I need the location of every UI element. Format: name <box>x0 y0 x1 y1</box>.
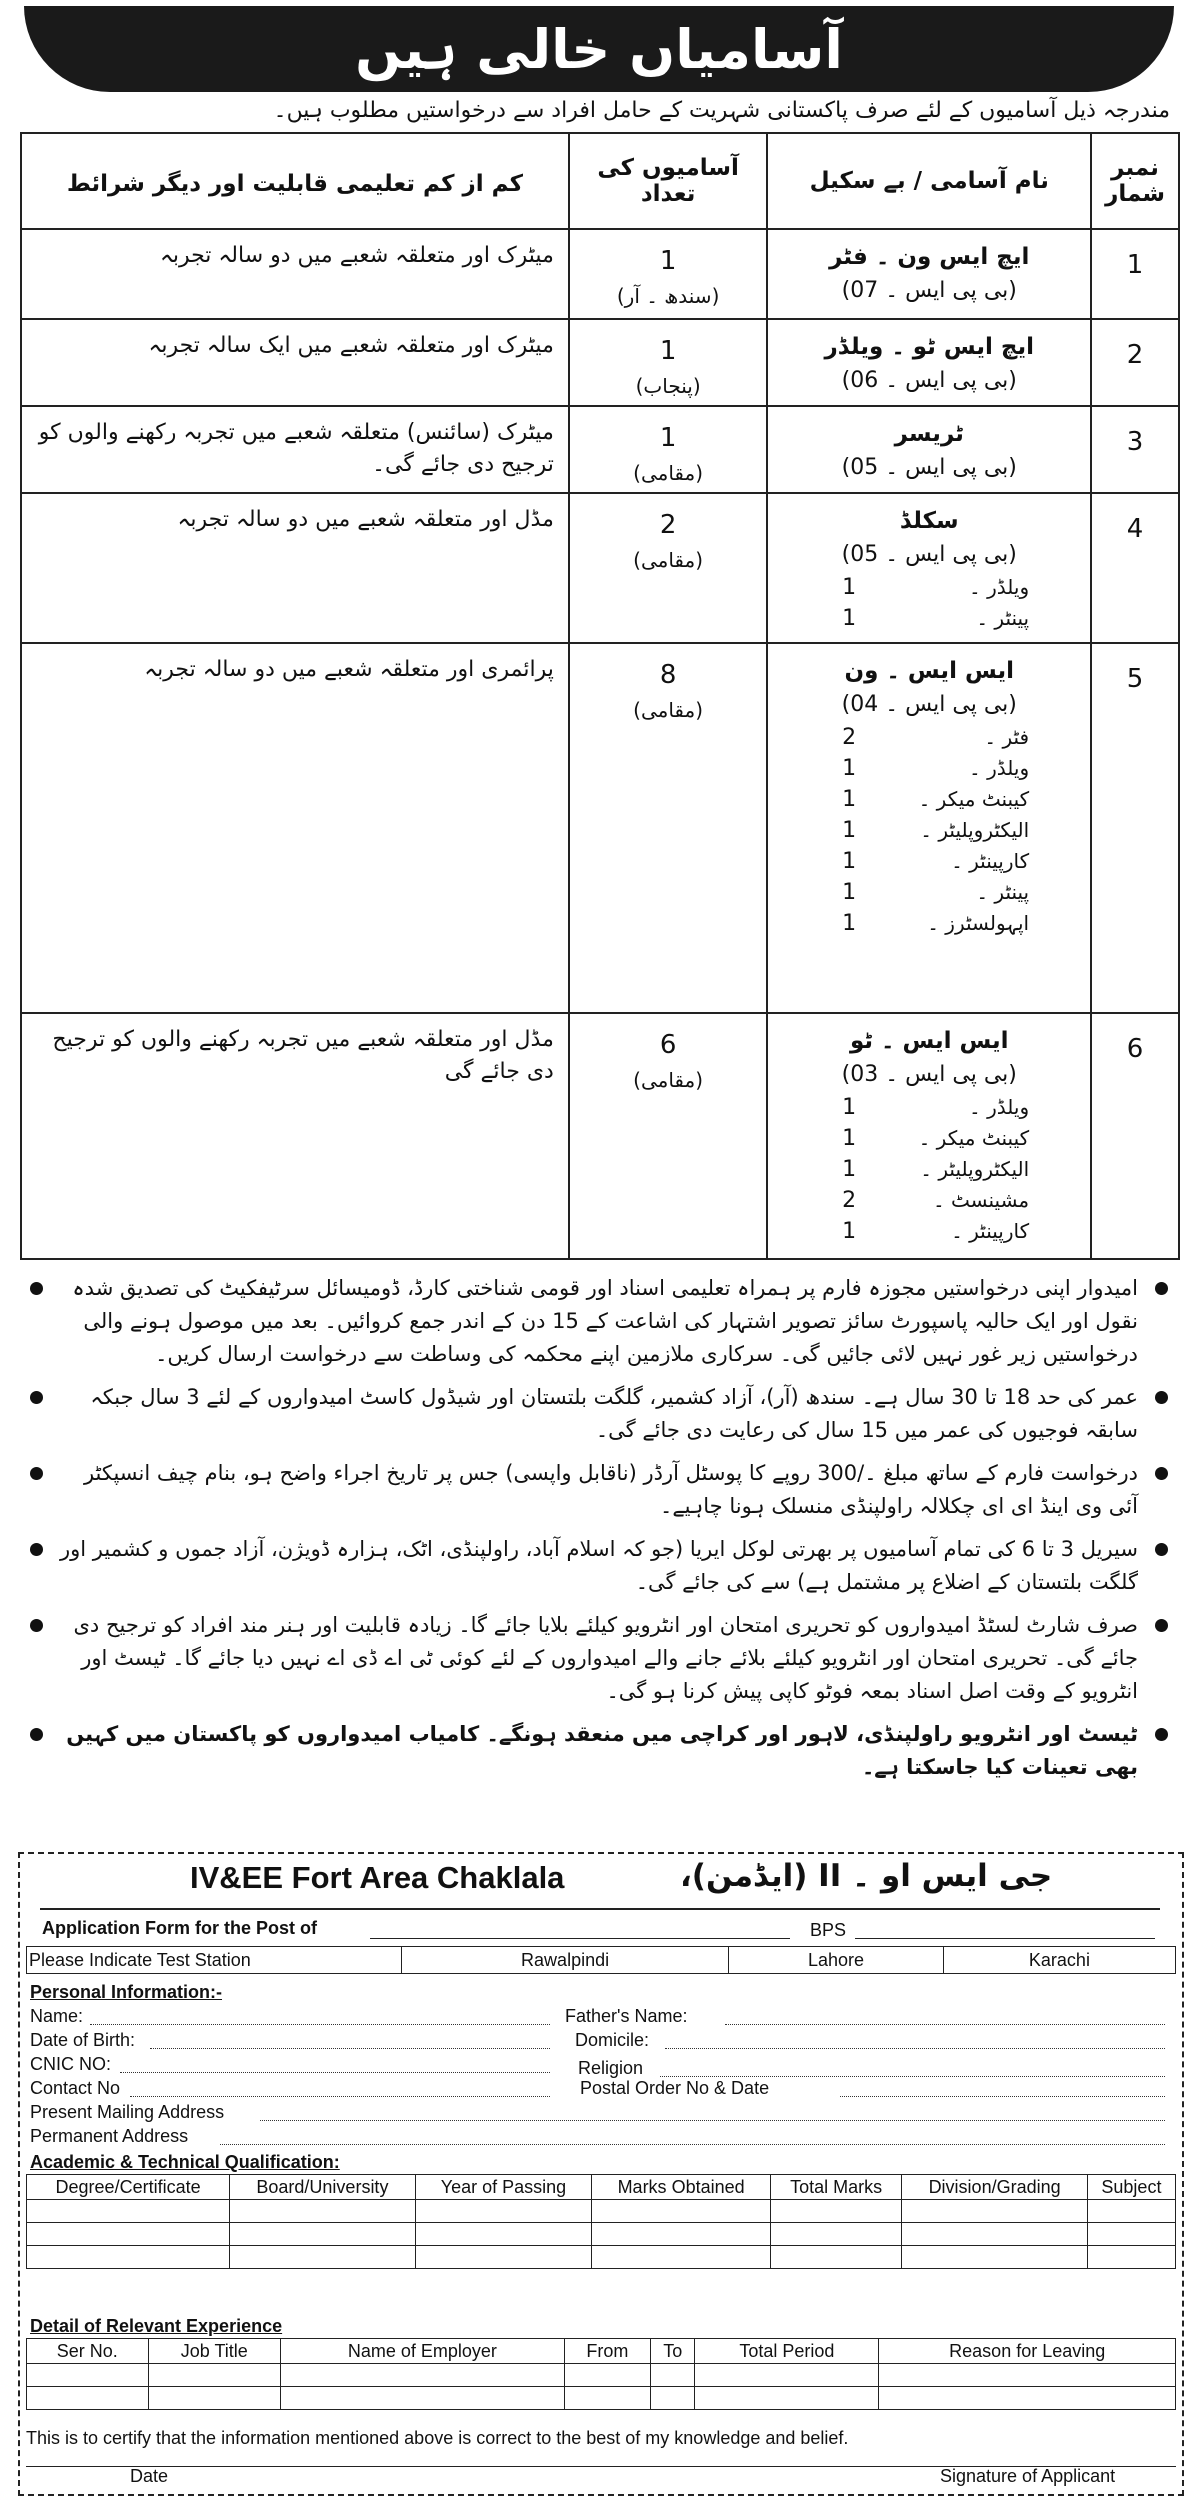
sub-post <box>769 908 1089 939</box>
note-text: عمر کی حد 18 تا 30 سال ہے۔ سندھ (آر)، آزاد کشمیر، گلگت بلتستان اور شیڈول کاسٹ امیدواروں کے لئے 3 سال جبکہ سابقہ فوجیوں کی عمر میں 15 سال کی رعایت دی جائے گی۔ <box>90 1385 1138 1442</box>
domicile-label: Domicile: <box>575 2030 650 2050</box>
table-header-row <box>21 133 1179 229</box>
note-text: ٹیسٹ اور انٹرویو راولپنڈی، لاہور اور کراچی میں منعقد ہونگے۔ کامیاب امیدواروں کو پاکستان میں کہیں بھی تعینات کیا جاسکتا ہے۔ <box>66 1722 1138 1779</box>
post-region: (مقامی) <box>633 548 704 572</box>
sub-post-count: 1 <box>842 880 857 905</box>
note-text: امیدوار اپنی درخواستیں مجوزہ فارم پر ہمراہ تعلیمی اسناد اور قومی شناختی کارڈ، ڈومیسائل سرٹیفکیٹ کی تصدیق شدہ نقول اور ایک حالیہ پاسپورٹ سائز تصویر اشتہار کی اشاعت کے 15 دن کے اندر جمع کروائیں۔ بعد میں موصول ہونے والی درخواستیں زیر غور نہیں لائی جائیں گی۔ سرکاری ملازمین اپنے محکمہ کی وساطت سے درخواست ارسال کریں۔ <box>72 1276 1138 1366</box>
contact-label: Contact No <box>30 2078 121 2098</box>
bullet-icon <box>30 1467 43 1480</box>
sub-post-count: 1 <box>842 575 857 600</box>
serial-cell: 3 <box>1091 406 1179 493</box>
post-count: 6 <box>659 1030 677 1060</box>
dob-label: Date of Birth: <box>30 2030 136 2050</box>
sub-post-count: 2 <box>842 1188 857 1213</box>
sub-post-name: کیبنٹ میکر ۔ <box>918 1126 1030 1150</box>
sub-post <box>769 1216 1089 1247</box>
sub-post-count: 1 <box>842 756 857 781</box>
academic-column-header: Year of Passing <box>415 2175 592 2200</box>
post-cell <box>767 493 1091 643</box>
table-row <box>21 493 1179 643</box>
sub-post-name: کیبنٹ میکر ۔ <box>918 787 1030 811</box>
academic-column-header: Subject <box>1087 2175 1175 2200</box>
table-row[interactable] <box>27 2200 1176 2223</box>
sub-post-name: کارپینٹر ۔ <box>951 1219 1030 1243</box>
cnic-label: CNIC NO: <box>30 2054 111 2074</box>
vacancies-banner <box>24 6 1174 92</box>
header-post: نام آسامی / بے سکیل <box>767 133 1091 229</box>
bullet-icon <box>1155 1467 1168 1480</box>
table-row[interactable] <box>27 2364 1176 2387</box>
experience-column-header: From <box>564 2339 650 2364</box>
post-name: ایس ایس ۔ ٹو <box>849 1028 1009 1054</box>
post-region: (مقامی) <box>633 461 704 485</box>
name-label: Name: <box>30 2006 84 2026</box>
note-item <box>20 1272 1180 1371</box>
academic-column-header: Division/Grading <box>902 2175 1088 2200</box>
station-label: Please Indicate Test Station <box>27 1947 402 1974</box>
academic-heading: Academic & Technical Qualification: <box>30 2152 340 2172</box>
note-text: درخواست فارم کے ساتھ مبلغ ۔/300 روپے کا پوسٹل آرڈر (ناقابل واپسی) جس پر تاریخ اجراء واضح ہو، بنام چیف انسپکٹر آئی وی اینڈ ای ای چکلالہ راولپنڈی منسلک ہونا چاہیے۔ <box>83 1461 1138 1518</box>
sub-post-count: 1 <box>842 911 857 936</box>
qualification-cell: مڈل اور متعلقہ شعبے میں تجربہ رکھنے والوں کو ترجیح دی جائے گی <box>21 1013 569 1259</box>
religion-field[interactable] <box>660 2076 1165 2077</box>
qualification-cell: میٹرک اور متعلقہ شعبے میں ایک سالہ تجربہ <box>21 319 569 406</box>
serial-cell: 6 <box>1091 1013 1179 1259</box>
table-row <box>21 406 1179 493</box>
note-text: سیریل 3 تا 6 کی تمام آسامیوں پر بھرتی لوکل ایریا (جو کہ اسلام آباد، راولپنڈی، اٹک، ہزارہ ڈویژن، آزاد جموں و کشمیر اور گلگت بلتستان کے اضلاع پر مشتمل ہے) سے کی جائے گی۔ <box>59 1537 1138 1594</box>
bullet-icon <box>30 1282 43 1295</box>
sub-post <box>769 572 1089 603</box>
bullet-icon <box>1155 1728 1168 1741</box>
bullet-icon <box>1155 1543 1168 1556</box>
academic-column-header: Board/University <box>230 2175 416 2200</box>
sub-post-count: 1 <box>842 787 857 812</box>
station-karachi[interactable]: Karachi <box>943 1947 1175 1974</box>
bullet-icon <box>1155 1391 1168 1404</box>
sub-post-count: 1 <box>842 849 857 874</box>
bullet-icon <box>1155 1619 1168 1632</box>
station-rawalpindi[interactable]: Rawalpindi <box>402 1947 729 1974</box>
post-scale: (بی پی ایس ۔ 03) <box>841 1062 1017 1087</box>
sub-post-name: پینٹر ۔ <box>976 880 1030 904</box>
post-scale: (بی پی ایس ۔ 04) <box>841 692 1017 717</box>
post-scale: (بی پی ایس ۔ 07) <box>841 278 1017 303</box>
bullet-icon <box>1155 1282 1168 1295</box>
permanent-address-label: Permanent Address <box>30 2126 189 2146</box>
post-name: ایچ ایس ون ۔ فٹر <box>829 244 1030 270</box>
mailing-address-label: Present Mailing Address <box>30 2102 225 2122</box>
sub-post <box>769 603 1089 634</box>
experience-column-header: Name of Employer <box>281 2339 565 2364</box>
sub-post-name: الیکٹروپلیٹر ۔ <box>920 818 1030 842</box>
form-header-urdu: جی ایس او ۔ II (ایڈمن)، <box>680 1858 1053 1894</box>
count-cell <box>569 1013 768 1259</box>
experience-column-header: Total Period <box>695 2339 879 2364</box>
bps-label: BPS <box>810 1920 847 1940</box>
post-name: ایس ایس ۔ ون <box>844 658 1014 684</box>
sub-post-count: 1 <box>842 1126 857 1151</box>
post-scale: (بی پی ایس ۔ 05) <box>841 542 1017 567</box>
post-region: (مقامی) <box>633 1068 704 1092</box>
post-cell <box>767 229 1091 319</box>
count-cell <box>569 406 768 493</box>
form-header-english: IV&EE Fort Area Chaklala <box>190 1860 565 1895</box>
bullet-icon <box>30 1619 43 1632</box>
domicile-field[interactable] <box>665 2048 1165 2049</box>
table-row <box>21 1013 1179 1259</box>
note-item <box>20 1457 1180 1523</box>
post-scale: (بی پی ایس ۔ 06) <box>841 368 1017 393</box>
post-region: (سندھ ۔ آر) <box>616 284 720 308</box>
post-count: 8 <box>659 660 677 690</box>
post-region: (پنجاب) <box>635 374 701 398</box>
sub-post-count: 1 <box>842 1157 857 1182</box>
note-item <box>20 1381 1180 1447</box>
qualification-cell: مڈل اور متعلقہ شعبے میں دو سالہ تجربہ <box>21 493 569 643</box>
header-serial: نمبر شمار <box>1091 133 1179 229</box>
experience-table <box>26 2338 1176 2410</box>
sub-post <box>769 1185 1089 1216</box>
sub-post-name: پینٹر ۔ <box>976 606 1030 630</box>
table-row <box>21 643 1179 1013</box>
experience-column-header: Job Title <box>148 2339 281 2364</box>
form-header <box>40 1854 1160 1910</box>
post-cell <box>767 643 1091 1013</box>
note-item <box>20 1718 1180 1784</box>
serial-cell: 5 <box>1091 643 1179 1013</box>
table-row <box>21 229 1179 319</box>
personal-heading: Personal Information:- <box>30 1982 223 2002</box>
post-count: 1 <box>659 423 677 453</box>
post-name: ٹریسر <box>894 421 964 447</box>
sub-post-count: 2 <box>842 725 857 750</box>
note-text: صرف شارٹ لسٹڈ امیدواروں کو تحریری امتحان اور انٹرویو کیلئے بلایا جائے گا۔ زیادہ قابلیت اور ہنر مند افراد کو ترجیح دی جائے گی۔ تحریری امتحان اور انٹرویو کیلئے بلائے جانے والے امیدواروں کے لئے کوئی ٹی اے ڈی اے نہیں دیا جائے گا۔ ٹیسٹ اور انٹرویو کے وقت اصل اسناد بمعہ فوٹو کاپی پیش کرنا ہو گی۔ <box>73 1613 1138 1703</box>
count-cell <box>569 643 768 1013</box>
postal-order-field[interactable] <box>840 2096 1165 2097</box>
post-cell <box>767 319 1091 406</box>
sub-post <box>769 1123 1089 1154</box>
post-count: 1 <box>659 246 677 276</box>
sub-post <box>769 846 1089 877</box>
sub-post-name: ویلڈر ۔ <box>969 1095 1030 1119</box>
post-region: (مقامی) <box>633 698 704 722</box>
sub-post <box>769 722 1089 753</box>
post-cell <box>767 406 1091 493</box>
postal-order-label: Postal Order No & Date <box>580 2078 770 2098</box>
sub-post <box>769 877 1089 908</box>
qualification-cell: پرائمری اور متعلقہ شعبے میں دو سالہ تجربہ <box>21 643 569 1013</box>
terms-notes <box>20 1272 1180 1794</box>
experience-header-row <box>27 2339 1176 2364</box>
academic-column-header: Marks Obtained <box>592 2175 771 2200</box>
serial-cell: 2 <box>1091 319 1179 406</box>
serial-cell: 4 <box>1091 493 1179 643</box>
station-lahore[interactable]: Lahore <box>729 1947 944 1974</box>
experience-column-header: To <box>651 2339 695 2364</box>
table-row[interactable] <box>27 2246 1176 2269</box>
post-count: 1 <box>659 336 677 366</box>
application-form <box>18 1852 1184 2496</box>
father-name-field[interactable] <box>725 2024 1165 2025</box>
table-row <box>21 319 1179 406</box>
post-name: ایچ ایس ٹو ۔ ویلڈر <box>824 334 1035 360</box>
academic-column-header: Degree/Certificate <box>27 2175 230 2200</box>
sub-post-count: 1 <box>842 1219 857 1244</box>
count-cell <box>569 493 768 643</box>
father-name-label: Father's Name: <box>565 2006 688 2026</box>
sub-post <box>769 1092 1089 1123</box>
sub-post-name: ویلڈر ۔ <box>969 756 1030 780</box>
table-row[interactable] <box>27 2223 1176 2246</box>
bullet-icon <box>30 1391 43 1404</box>
certify-text: This is to certify that the information mentioned above is correct to the best of my knowledge and belief. <box>26 2428 849 2448</box>
banner-title: آسامیاں خالی ہیں <box>355 17 843 81</box>
academic-table <box>26 2174 1176 2269</box>
dob-field[interactable] <box>150 2048 550 2049</box>
header-qualification: کم از کم تعلیمی قابلیت اور دیگر شرائط <box>21 133 569 229</box>
table-row[interactable] <box>27 2387 1176 2410</box>
name-field[interactable] <box>90 2024 550 2025</box>
signature-divider <box>26 2466 1176 2467</box>
permanent-address-field[interactable] <box>220 2144 1165 2145</box>
sub-post <box>769 753 1089 784</box>
test-station-table <box>26 1946 1176 1974</box>
bullet-icon <box>30 1543 43 1556</box>
sub-post-name: اپہولسٹرز ۔ <box>927 911 1030 935</box>
qualification-cell: میٹرک (سائنس) متعلقہ شعبے میں تجربہ رکھنے والوں کو ترجیح دی جائے گی۔ <box>21 406 569 493</box>
note-item <box>20 1609 1180 1708</box>
post-label: Application Form for the Post of <box>42 1918 317 1938</box>
experience-heading: Detail of Relevant Experience <box>30 2316 283 2336</box>
sub-post-count: 1 <box>842 818 857 843</box>
sub-post-name: کارپینٹر ۔ <box>951 849 1030 873</box>
academic-header-row <box>27 2175 1176 2200</box>
qualification-cell: میٹرک اور متعلقہ شعبے میں دو سالہ تجربہ <box>21 229 569 319</box>
date-label: Date <box>130 2466 169 2486</box>
sub-post-name: ویلڈر ۔ <box>969 575 1030 599</box>
bullet-icon <box>30 1728 43 1741</box>
vacancies-table <box>20 132 1180 1260</box>
header-count: آسامیوں کی تعداد <box>569 133 768 229</box>
count-cell <box>569 229 768 319</box>
sub-post <box>769 815 1089 846</box>
mailing-address-field[interactable] <box>260 2120 1165 2121</box>
contact-field[interactable] <box>130 2096 550 2097</box>
religion-label: Religion <box>578 2058 644 2078</box>
post-cell <box>767 1013 1091 1259</box>
post-scale: (بی پی ایس ۔ 05) <box>841 455 1017 480</box>
signature-label: Signature of Applicant <box>940 2466 1116 2486</box>
count-cell <box>569 319 768 406</box>
intro-text: مندرجہ ذیل آسامیوں کے لئے صرف پاکستانی شہریت کے حامل افراد سے درخواستیں مطلوب ہیں۔ <box>273 98 1170 123</box>
sub-post-name: مشینسٹ ۔ <box>932 1188 1030 1212</box>
note-item <box>20 1533 1180 1599</box>
sub-post-name: فٹر ۔ <box>984 725 1030 749</box>
serial-cell: 1 <box>1091 229 1179 319</box>
academic-column-header: Total Marks <box>770 2175 901 2200</box>
post-field[interactable] <box>370 1938 790 1939</box>
sub-post-count: 1 <box>842 606 857 631</box>
bps-field[interactable] <box>855 1938 1155 1939</box>
sub-post-name: الیکٹروپلیٹر ۔ <box>920 1157 1030 1181</box>
experience-column-header: Ser No. <box>27 2339 149 2364</box>
sub-post-count: 1 <box>842 1095 857 1120</box>
experience-column-header: Reason for Leaving <box>879 2339 1176 2364</box>
post-name: سکلڈ <box>899 508 959 534</box>
sub-post <box>769 784 1089 815</box>
cnic-field[interactable] <box>120 2072 550 2073</box>
post-count: 2 <box>659 510 677 540</box>
sub-post <box>769 1154 1089 1185</box>
